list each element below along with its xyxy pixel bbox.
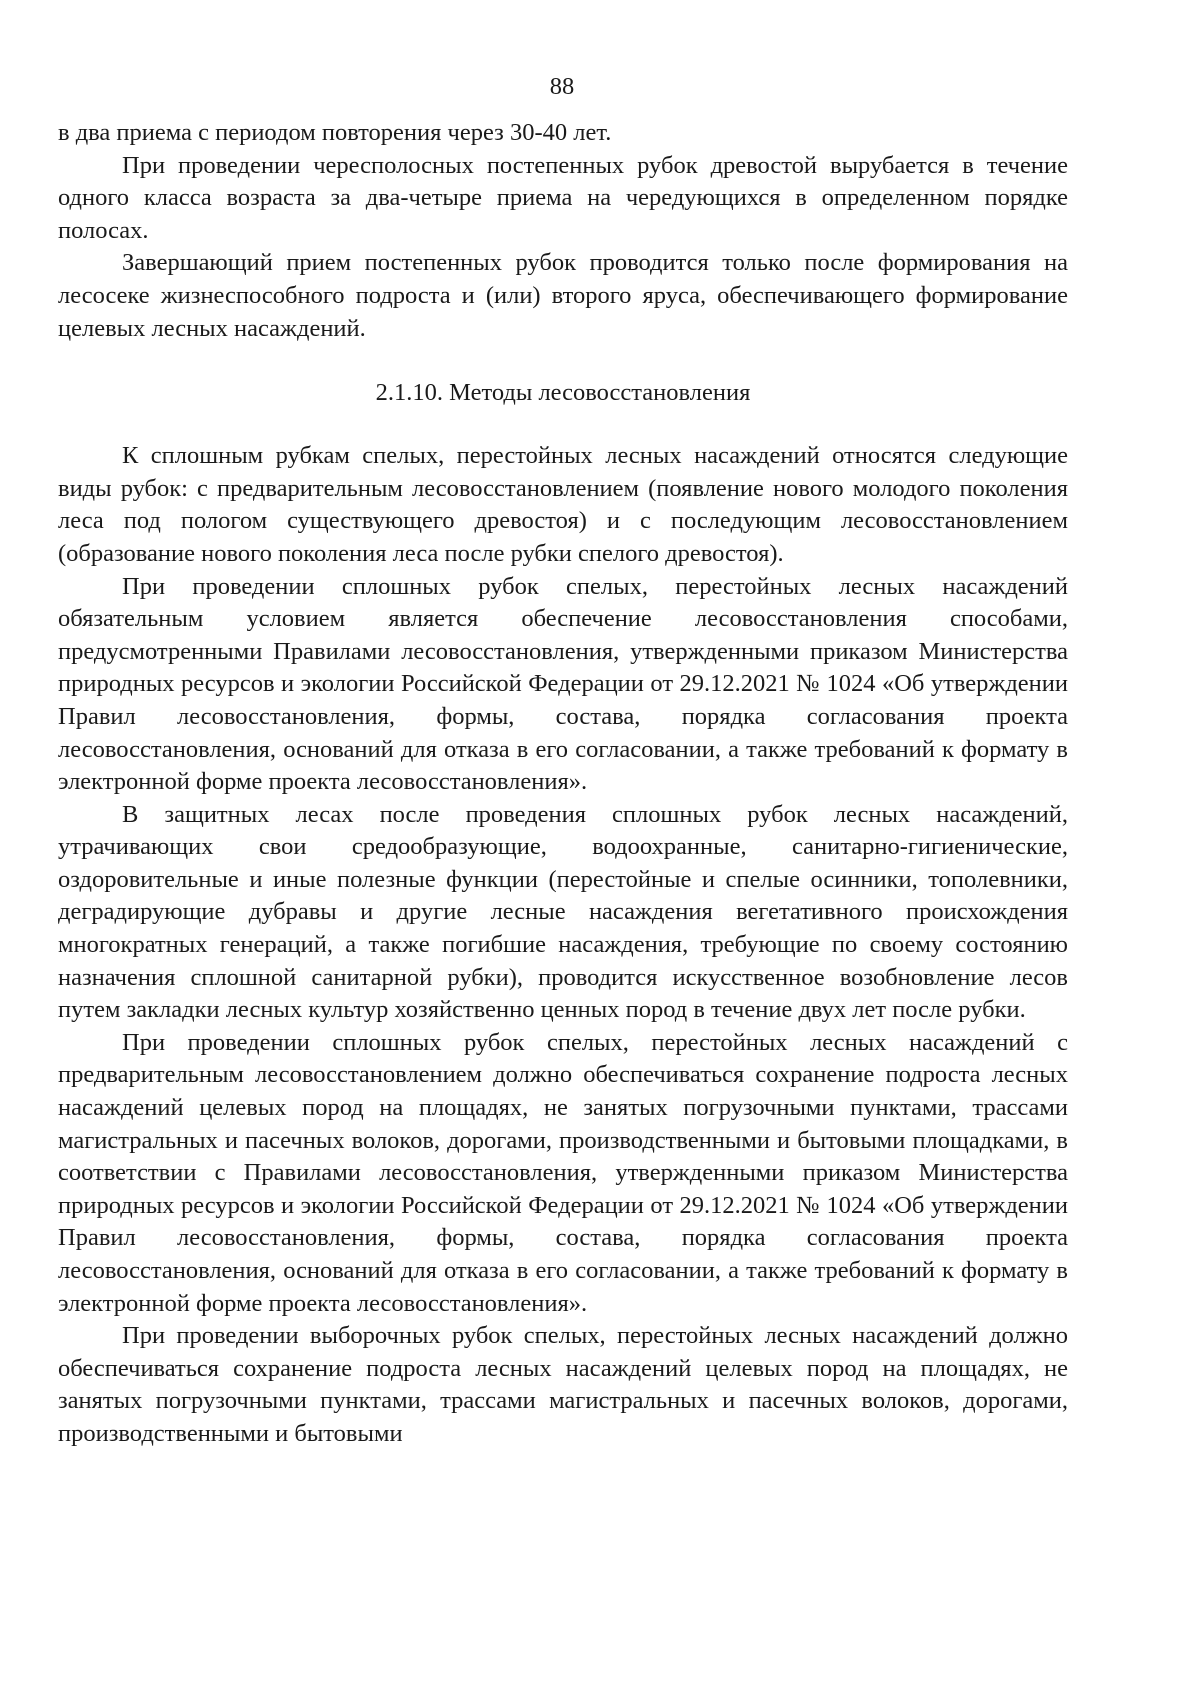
paragraph-protective-forests: В защитных лесах после проведения сплошных рубок лесных насаждений, утрачивающих свои средообразующие, водоохранные, санитарно-гигиенические, оздоровительные и иные полезные функции (перестойные и спелые осинники, тополевники, деградирующие дубравы и другие лесные насаждения вегетативного происхождения многократных генераций, а также погибшие насаждения, требующие по своему состоянию назначения сплошной санитарной рубки), проводится искусственное возобновление лесов путем закладки лесных культур хозяйственно ценных пород в течение двух лет после рубки. bbox=[58, 800, 1068, 1024]
paragraph-reforestation-requirement: При проведении сплошных рубок спелых, перестойных лесных насаждений обязательным условием является обеспечение лесовосстановления способами, предусмотренными Правилами лесовосстановления, утвержденными приказом Министерства природных ресурсов и экологии Российской Федерации от 29.12.2021 № 1024 «Об утверждении Правил лесовосстановления, формы, состава, порядка согласования проекта лесовосстановления, оснований для отказа в его согласовании, а также требований к формату в электронной форме проекта лесовосстановления». bbox=[58, 572, 1068, 796]
section-heading: 2.1.10. Методы лесовосстановления bbox=[375, 379, 751, 407]
paragraph-continuation: в два приема с периодом повторения через 30-40 лет. bbox=[58, 119, 612, 146]
paragraph-clear-cutting-types: К сплошным рубкам спелых, перестойных лесных насаждений относятся следующие виды рубок: с предварительным лесовосстановлением (появление нового молодого поколения леса под пологом существующего древостоя) и с последующим лесовосстановлением (образование нового поколения леса после рубки спелого древостоя). bbox=[58, 442, 1068, 567]
paragraph-strip-cuttings: При проведении чересполосных постепенных рубок древостой вырубается в течение одного класса возраста за два-четыре приема на чередующихся в определенном порядке полосах. bbox=[58, 151, 1068, 244]
page-number: 88 bbox=[549, 73, 575, 100]
paragraph-final-cutting: Завершающий прием постепенных рубок проводится только после формирования на лесосеке жизнеспособного подроста и (или) второго яруса, обеспечивающего формирование целевых лесных насаждений. bbox=[58, 249, 1068, 342]
paragraph-undergrowth-preservation: При проведении сплошных рубок спелых, перестойных лесных насаждений с предварительным лесовосстановлением должно обеспечиваться сохранение подроста лесных насаждений целевых пород на площадях, не занятых погрузочными пунктами, трассами магистральных и пасечных волоков, дорогами, производственными и бытовыми площадками, в соответствии с Правилами лесовосстановления, утвержденными приказом Министерства природных ресурсов и экологии Российской Федерации от 29.12.2021 № 1024 «Об утверждении Правил лесовосстановления, формы, состава, порядка согласования проекта лесовосстановления, оснований для отказа в его согласовании, а также требований к формату в электронной форме проекта лесовосстановления». bbox=[58, 1028, 1068, 1317]
page-body bbox=[58, 117, 1068, 1451]
paragraph-selective-cutting: При проведении выборочных рубок спелых, перестойных лесных насаждений должно обеспечиваться сохранение подроста лесных насаждений целевых пород на площадях, не занятых погрузочными пунктами, трассами магистральных и пасечных волоков, дорогами, производственными и бытовыми bbox=[58, 1322, 1068, 1447]
